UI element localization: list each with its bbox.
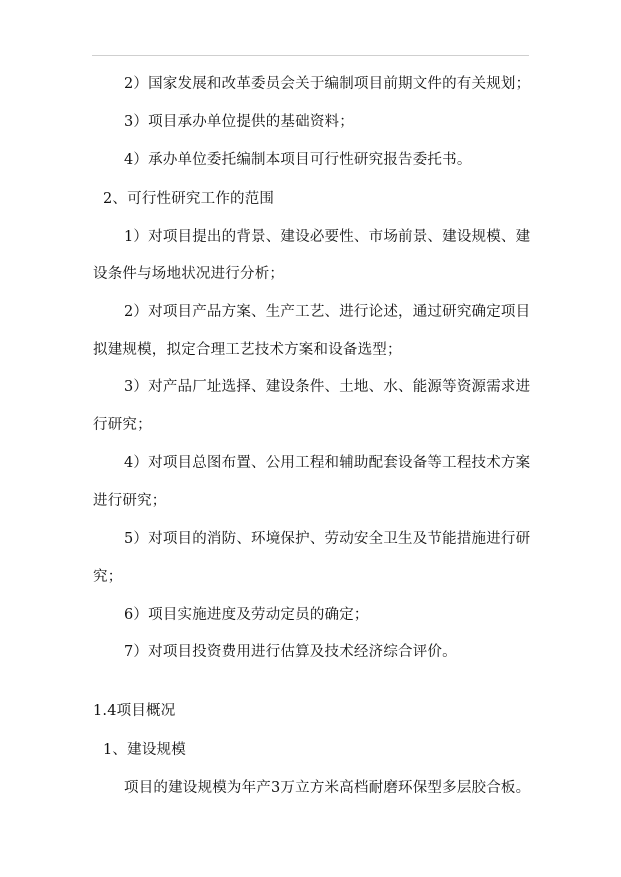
- scope-item: 3）对产品厂址选择、建设条件、土地、水、能源等资源需求进: [124, 379, 531, 395]
- scope-item-continuation: 究；: [93, 569, 123, 585]
- section-heading: 1.4项目概况: [93, 703, 176, 719]
- subsection-heading: 1、建设规模: [103, 742, 186, 758]
- list-item: 4）承办单位委托编制本项目可行性研究报告委托书。: [124, 152, 472, 168]
- body-paragraph: 项目的建设规模为年产3万立方米高档耐磨环保型多层胶合板。: [124, 780, 531, 796]
- scope-item: 4）对项目总图布置、公用工程和辅助配套设备等工程技术方案: [124, 455, 531, 471]
- scope-item: 6）项目实施进度及劳动定员的确定；: [124, 607, 369, 623]
- header-rule: [92, 55, 529, 56]
- list-item: 3）项目承办单位提供的基础资料；: [124, 114, 354, 130]
- scope-item-continuation: 设条件与场地状况进行分析；: [93, 266, 285, 282]
- scope-item-continuation: 行研究；: [93, 417, 152, 433]
- scope-item: 2）对项目产品方案、生产工艺、进行论述，通过研究确定项目: [124, 304, 531, 320]
- list-item: 2）国家发展和改革委员会关于编制项目前期文件的有关规划；: [124, 76, 531, 92]
- scope-item: 1）对项目提出的背景、建设必要性、市场前景、建设规模、建: [124, 229, 531, 245]
- section-heading: 2、可行性研究工作的范围: [103, 191, 275, 207]
- scope-item-continuation: 进行研究；: [93, 493, 167, 509]
- scope-item: 5）对项目的消防、环境保护、劳动安全卫生及节能措施进行研: [124, 531, 531, 547]
- scope-item-continuation: 拟建规模，拟定合理工艺技术方案和设备选型；: [93, 342, 402, 358]
- scope-item: 7）对项目投资费用进行估算及技术经济综合评价。: [124, 644, 457, 660]
